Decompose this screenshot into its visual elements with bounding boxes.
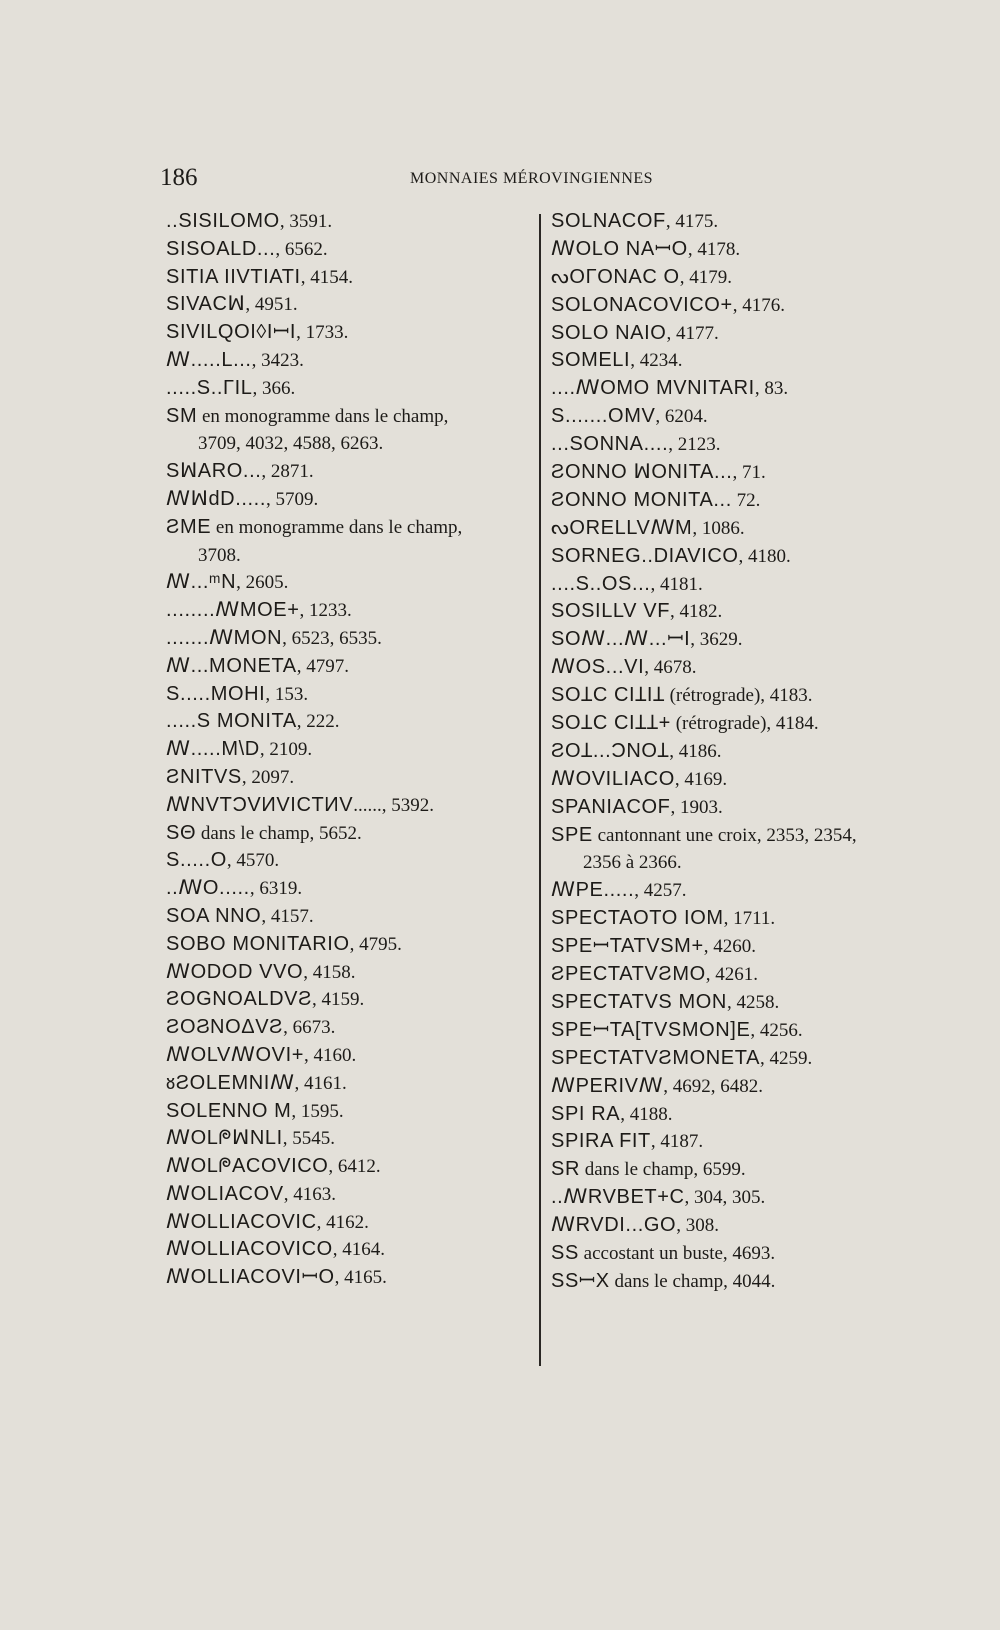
coin-legend: ƧME xyxy=(166,515,212,538)
reference-numbers: , 304, 305. xyxy=(684,1187,766,1209)
index-entry xyxy=(551,543,951,571)
index-entry xyxy=(166,708,526,736)
coin-legend: ꟿꟽdD..... xyxy=(166,487,266,510)
reference-numbers: , 153. xyxy=(265,683,309,705)
reference-numbers: , 1711. xyxy=(723,908,776,930)
reference-numbers: , 4187. xyxy=(650,1131,704,1153)
index-entry xyxy=(551,822,951,850)
index-entry xyxy=(166,820,526,848)
index-entry xyxy=(166,319,526,347)
index-entry xyxy=(551,1212,951,1240)
coin-legend: ....S..OS... xyxy=(551,572,651,595)
reference-numbers: 2356 à 2366. xyxy=(583,852,682,874)
reference-numbers: , 4161. xyxy=(294,1072,347,1094)
reference-numbers: dans le champ, 5652. xyxy=(196,822,362,844)
index-entry xyxy=(166,1209,526,1237)
index-entry xyxy=(551,1073,951,1101)
coin-legend: ꟿOLLIACOVIꟷO xyxy=(166,1266,335,1289)
reference-numbers: en monogramme dans le champ, xyxy=(211,516,463,538)
reference-numbers: , 4169. xyxy=(674,768,728,790)
coin-legend: SSꟷX xyxy=(551,1269,610,1292)
index-entry xyxy=(551,1045,951,1073)
reference-numbers: , 4258. xyxy=(726,991,780,1013)
reference-numbers: , 4951. xyxy=(245,294,298,316)
reference-numbers: , 308. xyxy=(676,1215,719,1237)
reference-numbers: , 4159. xyxy=(312,989,365,1011)
reference-numbers: accostant un buste, 4693. xyxy=(578,1242,776,1264)
coin-legend: SOꞱC CIꞱꞱ+ xyxy=(551,712,671,735)
reference-numbers: , 366. xyxy=(252,377,296,399)
coin-legend: SOMELI xyxy=(551,349,631,372)
reference-numbers: , 4797. xyxy=(296,655,349,677)
reference-numbers: , 4180. xyxy=(738,545,791,567)
reference-numbers: , 1233. xyxy=(299,600,352,622)
index-entry xyxy=(551,682,951,710)
index-entry xyxy=(551,710,951,738)
reference-numbers: , 4182. xyxy=(670,601,723,623)
index-entry xyxy=(166,403,526,431)
reference-numbers: , 4163. xyxy=(283,1183,336,1205)
index-entry xyxy=(166,625,526,653)
reference-numbers: , 5545. xyxy=(282,1128,336,1150)
reference-numbers: , 222. xyxy=(296,711,340,733)
index-entry xyxy=(551,1184,951,1212)
index-entry xyxy=(551,849,951,877)
coin-legend: SIVACꟽ xyxy=(166,293,246,316)
index-entry xyxy=(166,514,526,542)
reference-numbers: , 1595. xyxy=(291,1100,344,1122)
reference-numbers: , 4692, 6482. xyxy=(663,1075,763,1097)
coin-legend: ꟿOLLIACOVICO xyxy=(166,1238,333,1261)
index-entry xyxy=(551,375,951,403)
coin-legend: S.....MOHI xyxy=(166,682,266,705)
right-column xyxy=(551,208,951,1296)
index-entry xyxy=(551,794,951,822)
index-entry xyxy=(551,515,951,543)
index-entry xyxy=(551,459,951,487)
reference-numbers: , 4570. xyxy=(226,850,280,872)
coin-legend: ꟿOLVꟿOVI+ xyxy=(166,1043,305,1066)
page-header xyxy=(160,164,900,200)
coin-legend: ꟿPE..... xyxy=(551,879,635,902)
reference-numbers: , 83. xyxy=(754,378,789,400)
reference-numbers: 3708. xyxy=(198,544,241,566)
coin-legend: ƧONNO ꟽONITA... xyxy=(551,461,733,484)
reference-numbers: , 4154. xyxy=(300,266,353,288)
index-entry xyxy=(166,458,526,486)
reference-numbers: , 4177. xyxy=(666,322,719,344)
reference-numbers: , 4162. xyxy=(316,1211,369,1233)
coin-legend: ꟿOLLIACOVIC xyxy=(166,1210,317,1233)
reference-numbers: , 4160. xyxy=(304,1044,357,1066)
coin-legend: SΘ xyxy=(166,821,197,844)
coin-legend: SOLNACOF xyxy=(551,210,666,232)
reference-numbers: , 2605. xyxy=(236,572,289,594)
coin-legend: ꟿ.....L... xyxy=(166,348,252,371)
index-entry xyxy=(551,208,951,236)
coin-legend: ꟿOLᖘACOVICO xyxy=(166,1155,329,1178)
reference-numbers: , 6562. xyxy=(275,238,328,260)
reference-numbers: , 2123. xyxy=(668,434,721,456)
coin-legend: ƧOϨNOΔVƧ xyxy=(166,1016,284,1039)
index-entry xyxy=(166,986,526,1014)
coin-legend: ƧPECTATVƧMO xyxy=(551,963,706,986)
index-entry xyxy=(551,877,951,905)
reference-numbers: , 6319. xyxy=(249,878,303,900)
index-entry xyxy=(551,961,951,989)
index-entry xyxy=(166,1098,526,1126)
coin-legend: ꟿOS...VI xyxy=(551,656,645,679)
coin-legend: SPANIACOF xyxy=(551,795,671,818)
index-entry xyxy=(551,320,951,348)
coin-legend: SOSILLV VF xyxy=(551,600,671,623)
coin-legend: S.....O xyxy=(166,849,227,872)
index-entry xyxy=(551,1101,951,1129)
coin-legend: ꟿPERIVꟿ xyxy=(551,1074,664,1097)
index-entry xyxy=(551,1128,951,1156)
coin-legend: ꟿOVILIACO xyxy=(551,767,675,790)
reference-numbers: , 6204. xyxy=(655,406,708,428)
reference-numbers: , 1086. xyxy=(692,517,745,539)
coin-legend: ꟿNVTƆVИVICTИV xyxy=(166,793,354,816)
index-entry xyxy=(551,933,951,961)
reference-numbers: , 4157. xyxy=(261,905,314,927)
reference-numbers: , 4260. xyxy=(703,936,756,958)
index-entry xyxy=(551,654,951,682)
index-entry xyxy=(551,431,951,459)
reference-numbers: , 4234. xyxy=(630,350,683,372)
index-entry xyxy=(551,264,951,292)
reference-numbers: , 4158. xyxy=(303,961,356,983)
reference-numbers: , 4181. xyxy=(650,573,703,595)
coin-legend: ᴕƧOLEMNIꟿ xyxy=(166,1071,295,1094)
coin-legend: SPECTAOTO IOM xyxy=(551,907,724,930)
coin-legend: ..SISILOMO xyxy=(166,210,280,232)
index-entry xyxy=(166,236,526,264)
index-entry xyxy=(551,292,951,320)
index-entry xyxy=(551,738,951,766)
reference-numbers: , 6412. xyxy=(328,1156,381,1178)
reference-numbers: ......, 5392. xyxy=(353,794,434,816)
index-entry xyxy=(166,1236,526,1264)
reference-numbers: , 3629. xyxy=(690,629,743,651)
reference-numbers: , 2109. xyxy=(259,739,313,761)
reference-numbers: , 4188. xyxy=(620,1103,673,1125)
reference-numbers: , 4678. xyxy=(644,657,697,679)
coin-legend: SOꟿ...ꟿ...ꟷI xyxy=(551,628,691,651)
coin-legend: SPEꟷTA[TVSMON]E xyxy=(551,1018,751,1041)
reference-numbers: , 4261. xyxy=(705,964,759,986)
index-entry xyxy=(551,989,951,1017)
reference-numbers: 3709, 4032, 4588, 6263. xyxy=(198,433,384,455)
coin-legend: ........ꟿMOE+ xyxy=(166,599,300,622)
reference-numbers: , 4256. xyxy=(750,1019,803,1041)
reference-numbers: cantonnant une croix, 2353, 2354, xyxy=(592,824,857,846)
index-entry xyxy=(166,264,526,292)
index-entry xyxy=(166,347,526,375)
index-entry xyxy=(551,1268,951,1296)
index-entry xyxy=(166,681,526,709)
coin-legend: SOLO NAIO xyxy=(551,321,667,344)
reference-numbers: dans le champ, 6599. xyxy=(579,1159,746,1181)
coin-legend: SIVILQOI◊IꟷI xyxy=(166,321,297,344)
reference-numbers: , 4178. xyxy=(687,238,741,260)
index-entry xyxy=(551,347,951,375)
coin-legend: SPI RA xyxy=(551,1102,621,1125)
reference-numbers: , 3423. xyxy=(251,349,304,371)
page-number: 186 xyxy=(160,164,198,191)
coin-legend: ƧOGNOALDVƧ xyxy=(166,988,313,1011)
coin-legend: .....S MONITA xyxy=(166,710,297,733)
coin-legend: ƧONNO MONITA... xyxy=(551,488,732,511)
index-entry xyxy=(166,1181,526,1209)
coin-legend: SPECTATVƧMONETA xyxy=(551,1046,761,1069)
coin-legend: ƧNITVS xyxy=(166,765,242,788)
index-entry xyxy=(166,1153,526,1181)
reference-numbers: , 4164. xyxy=(332,1239,386,1261)
index-entry xyxy=(166,847,526,875)
coin-legend: ..ꟿO..... xyxy=(166,877,250,900)
reference-numbers: (rétrograde), 4184. xyxy=(670,713,819,735)
index-entry xyxy=(166,1125,526,1153)
reference-numbers: , 4175. xyxy=(665,211,719,232)
reference-numbers: , 1903. xyxy=(670,796,723,818)
coin-legend: SM xyxy=(166,404,198,427)
index-entry xyxy=(551,1156,951,1184)
index-entry xyxy=(166,597,526,625)
index-entry xyxy=(166,653,526,681)
reference-numbers: , 6523, 6535. xyxy=(282,627,382,649)
coin-legend: SPEꟷTATVSM+ xyxy=(551,935,704,958)
coin-legend: ᔓOΓONAC O xyxy=(551,265,680,288)
index-entry xyxy=(551,626,951,654)
reference-numbers: , 4259. xyxy=(760,1047,813,1069)
coin-legend: SOBO MONITARIO xyxy=(166,932,350,955)
index-entry xyxy=(166,792,526,820)
reference-numbers: , 4795. xyxy=(349,933,402,955)
index-entry xyxy=(166,486,526,514)
coin-legend: ...SONNA.... xyxy=(551,433,669,456)
left-column xyxy=(166,208,526,1292)
coin-legend: S.......OMV xyxy=(551,405,656,428)
index-entry xyxy=(166,430,526,458)
index-entry xyxy=(166,764,526,792)
reference-numbers: , 6673. xyxy=(283,1017,336,1039)
index-entry xyxy=(166,1042,526,1070)
coin-legend: SPECTATVS MON xyxy=(551,990,727,1013)
coin-legend: SOA NNO xyxy=(166,904,262,927)
coin-legend: SOLENNO M xyxy=(166,1099,292,1122)
reference-numbers: , 1733. xyxy=(296,322,349,344)
index-entry xyxy=(551,1017,951,1045)
reference-numbers: , 4165. xyxy=(334,1267,387,1289)
coin-legend: .......ꟿMON xyxy=(166,626,283,649)
coin-legend: SORNEG..DIAVICO xyxy=(551,544,739,567)
coin-legend: SR xyxy=(551,1158,580,1181)
index-entry xyxy=(166,375,526,403)
coin-legend: ꟿ.....M\D xyxy=(166,738,260,761)
coin-legend: SISOALD... xyxy=(166,237,276,260)
coin-legend: ..ꟿRVBET+C xyxy=(551,1186,685,1209)
coin-legend: SPIRA FIT xyxy=(551,1130,651,1153)
index-entry xyxy=(166,903,526,931)
coin-legend: ᔓORELLVꟿM xyxy=(551,516,693,539)
running-title: MONNAIES MÉROVINGIENNES xyxy=(410,170,654,187)
index-entry xyxy=(166,1014,526,1042)
coin-legend: ꟿODOD VVO xyxy=(166,960,304,983)
reference-numbers: , 5709. xyxy=(266,488,319,510)
index-entry xyxy=(551,403,951,431)
coin-legend: ꟿOLᖘꟽNLI xyxy=(166,1127,283,1150)
index-entry xyxy=(166,875,526,903)
coin-legend: SꟽARO... xyxy=(166,460,262,483)
index-entry xyxy=(166,542,526,570)
index-entry xyxy=(166,1264,526,1292)
reference-numbers: (rétrograde), 4183. xyxy=(664,685,813,707)
coin-legend: SPE xyxy=(551,823,593,846)
index-entry xyxy=(551,571,951,599)
reference-numbers: , 2097. xyxy=(241,766,295,788)
index-entry xyxy=(551,766,951,794)
index-entry xyxy=(166,208,526,236)
reference-numbers: dans le champ, 4044. xyxy=(609,1270,776,1292)
reference-numbers: , 4186. xyxy=(669,740,722,762)
coin-legend: SITIA IIVTIATI xyxy=(166,265,301,288)
coin-legend: SOꞱC CIꞱIꞱ xyxy=(551,684,665,707)
index-entry xyxy=(166,569,526,597)
reference-numbers: , 4179. xyxy=(679,266,732,288)
reference-numbers: , 4176. xyxy=(732,294,785,316)
reference-numbers: , 3591. xyxy=(279,211,333,232)
reference-numbers: 72. xyxy=(731,489,761,511)
index-entry xyxy=(551,598,951,626)
coin-legend: ꟿ...ᵐN xyxy=(166,571,237,594)
index-entry xyxy=(166,736,526,764)
coin-legend: ꟿ...MONETA xyxy=(166,654,297,677)
coin-legend: ꟿOLIACOV xyxy=(166,1182,284,1205)
reference-numbers: , 4257. xyxy=(634,880,687,902)
coin-legend: SS xyxy=(551,1241,579,1264)
coin-legend: ꟿOLO NAꟷO xyxy=(551,237,688,260)
column-divider xyxy=(539,214,541,1366)
index-entry xyxy=(551,1240,951,1268)
coin-legend: ƧOꞱ...ƆNOꞱ xyxy=(551,739,670,762)
coin-legend: SOLONACOVICO+ xyxy=(551,293,733,316)
index-entry xyxy=(551,487,951,515)
reference-numbers: , 71. xyxy=(732,462,766,484)
index-entry xyxy=(166,959,526,987)
index-entry xyxy=(551,905,951,933)
coin-legend: ....ꟿOMO MVNITARI xyxy=(551,377,755,400)
coin-legend: .....S..ΓIL xyxy=(166,376,253,399)
reference-numbers: , 2871. xyxy=(261,461,314,483)
index-entry xyxy=(166,931,526,959)
coin-legend: ꟿRVDI...GO xyxy=(551,1214,677,1237)
index-entry xyxy=(551,236,951,264)
index-entry xyxy=(166,291,526,319)
index-entry xyxy=(166,1070,526,1098)
reference-numbers: en monogramme dans le champ, xyxy=(197,405,449,427)
